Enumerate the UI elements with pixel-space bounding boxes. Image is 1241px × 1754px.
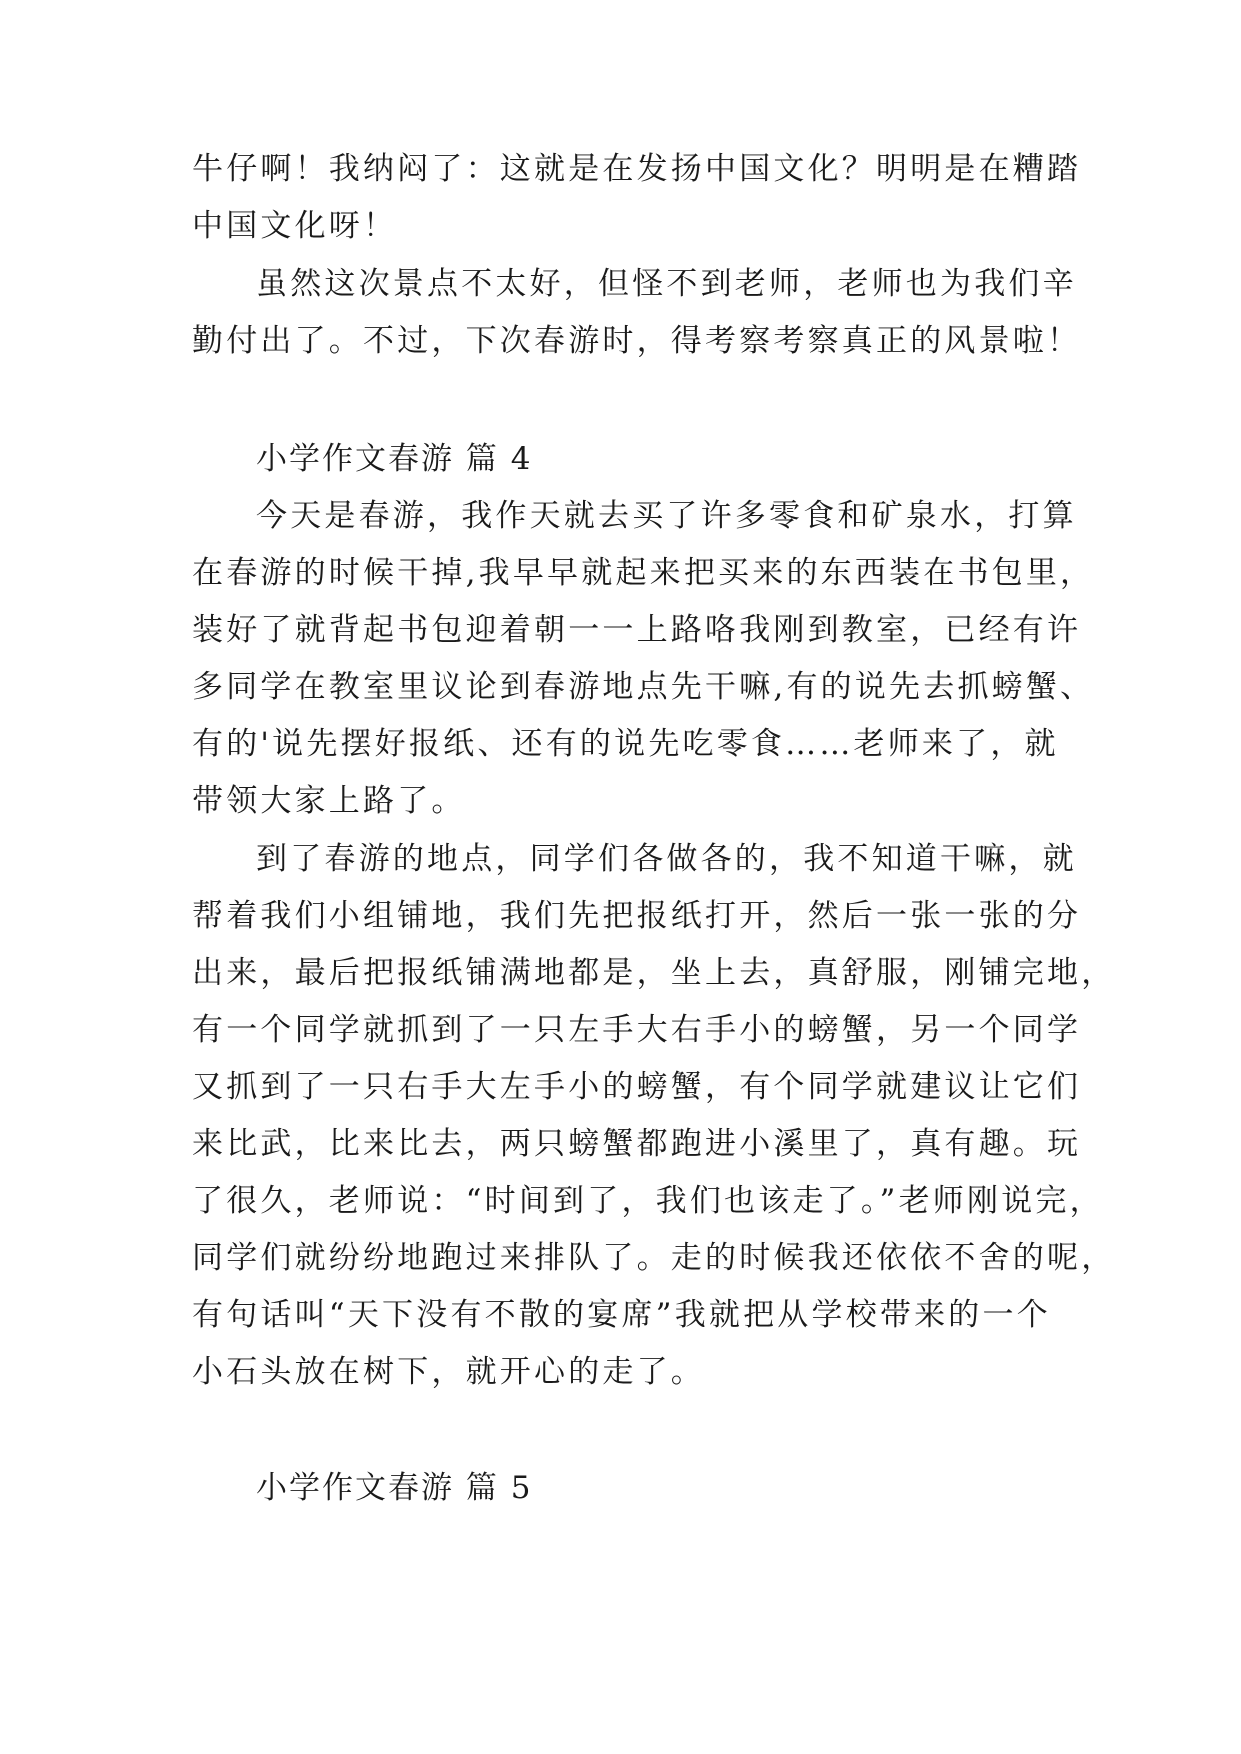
text-line: 带领大家上路了。 (192, 783, 466, 819)
text-line: 装好了就背起书包迎着朝一一上路咯我刚到教室，已经有许 (192, 612, 1082, 648)
text-line: 今天是春游，我作天就去买了许多零食和矿泉水，打算 (256, 498, 1077, 534)
text-line: 了很久，老师说：“时间到了，我们也该走了。”老师刚说完， (192, 1183, 1104, 1219)
text-line: 虽然这次景点不太好，但怪不到老师，老师也为我们辛 (256, 266, 1077, 302)
text-line: 多同学在教室里议论到春游地点先干嘛,有的说先去抓螃蟹、 (192, 669, 1095, 705)
text-line: 牛仔啊！我纳闷了：这就是在发扬中国文化？明明是在糟踏 (192, 151, 1082, 187)
section-heading: 小学作文春游 篇 4 (256, 441, 533, 477)
text-line: 勤付出了。不过，下次春游时，得考察考察真正的风景啦！ (192, 323, 1082, 359)
text-line: 帮着我们小组铺地，我们先把报纸打开，然后一张一张的分 (192, 898, 1082, 934)
text-line: 又抓到了一只右手大左手小的螃蟹，有个同学就建议让它们 (192, 1069, 1082, 1105)
text-line: 到了春游的地点，同学们各做各的，我不知道干嘛，就 (256, 841, 1077, 877)
text-line: 小石头放在树下，就开心的走了。 (192, 1354, 705, 1390)
text-line: 来比武，比来比去，两只螃蟹都跑进小溪里了，真有趣。玩 (192, 1126, 1082, 1162)
text-line: 有一个同学就抓到了一只左手大右手小的螃蟹，另一个同学 (192, 1012, 1082, 1048)
text-line: 有句话叫“天下没有不散的宴席”我就把从学校带来的一个 (192, 1297, 1051, 1333)
text-line: 同学们就纷纷地跑过来排队了。走的时候我还依依不舍的呢， (192, 1240, 1116, 1276)
text-line: 出来，最后把报纸铺满地都是，坐上去，真舒服，刚铺完地， (192, 955, 1116, 991)
section-heading: 小学作文春游 篇 5 (256, 1470, 533, 1506)
text-line: 中国文化呀！ (192, 208, 398, 244)
text-line: 在春游的时候干掉,我早早就起来把买来的东西装在书包里， (192, 555, 1095, 591)
text-line: 有的'说先摆好报纸、还有的说先吃零食……老师来了，就 (192, 726, 1059, 762)
